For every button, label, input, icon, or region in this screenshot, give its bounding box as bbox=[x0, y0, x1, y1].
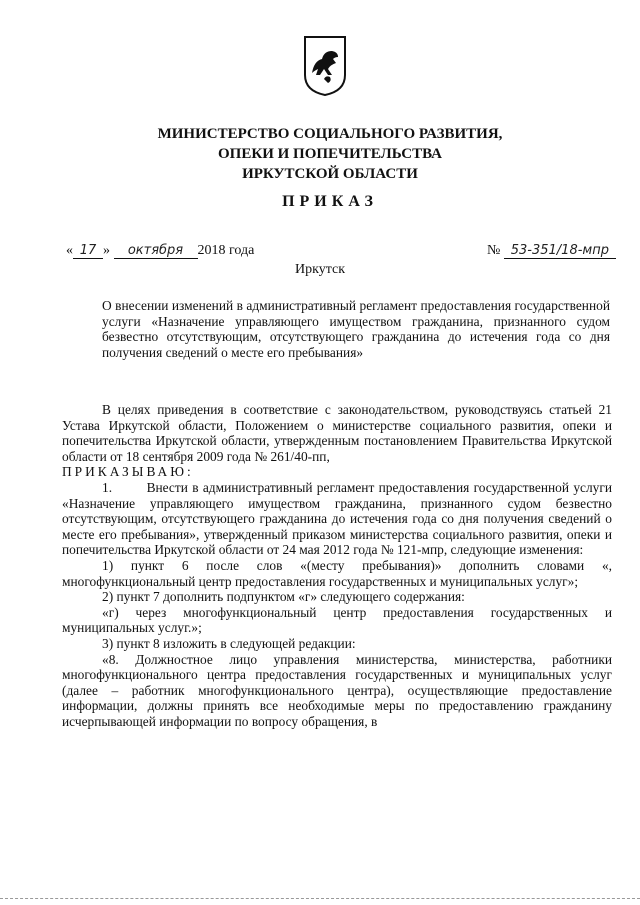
order-number bbox=[487, 243, 616, 259]
order-word: ПРИКАЗЫВАЮ: bbox=[62, 464, 194, 480]
paragraph-1-number: 1. bbox=[102, 479, 113, 495]
date-year: 2018 года bbox=[197, 243, 255, 258]
page-bottom-edge bbox=[0, 898, 640, 899]
date-close-quote: » bbox=[103, 243, 110, 258]
order-date bbox=[66, 243, 254, 259]
date-day: 17 bbox=[73, 243, 103, 259]
ministry-line-2: ОПЕКИ И ПОПЕЧИТЕЛЬСТВА bbox=[218, 146, 442, 162]
ministry-line-1: МИНИСТЕРСТВО СОЦИАЛЬНОГО РАЗВИТИЯ, bbox=[157, 126, 503, 142]
paragraph-1 bbox=[62, 480, 612, 558]
change-2: 2) пункт 7 дополнить подпунктом «г» следующего содержания: bbox=[102, 589, 465, 605]
preamble-paragraph: В целях приведения в соответствие с законодательством, руководствуясь статьей 21 Устава Иркутской области, Положением о министерстве социального развития, опеки и попечительства Иркутской области, утвержденным постановлением Правительства Иркутской области от 18 сентября 2009 года № 261/40-пп, bbox=[62, 402, 612, 464]
order-subject: О внесении изменений в административный регламент предоставления государственной услуги «Назначение управляющего имуществом гражданина, признанного судом безвестно отсутствующим, отсутствующего гражданина до истечения года со дня получения сведений о месте его пребывания» bbox=[102, 298, 610, 360]
document-type-title: ПРИКАЗ bbox=[282, 193, 378, 210]
change-3: 3) пункт 8 изложить в следующей редакции: bbox=[102, 635, 356, 651]
number-sign: № bbox=[487, 243, 501, 258]
date-month: октября bbox=[114, 243, 198, 259]
change-1: 1) пункт 6 после слов «(месту пребывания)» дополнить словами «, многофункциональный центр предоставления государственных и муниципальных услуг»; bbox=[62, 557, 612, 589]
ministry-line-3: ИРКУТСКОЙ ОБЛАСТИ bbox=[242, 166, 418, 182]
order-body bbox=[62, 402, 612, 729]
issuing-city: Иркутск bbox=[294, 262, 346, 277]
number-value: 53-351/18-мпр bbox=[504, 243, 616, 259]
paragraph-1-text: Внести в административный регламент предоставления государственной услуги «Назначение управляющего имуществом гражданина, признанного судом безвестно отсутствующим, отсутствующего гражданина до истечения года со дня получения сведений о месте его пребывания», утвержденный приказом министерства социального развития, опеки и попечительства Иркутской области от 24 мая 2012 года № 121-мпр, следующие изменения: bbox=[62, 479, 613, 558]
ministry-name bbox=[150, 124, 510, 184]
irkutsk-coat-of-arms-icon bbox=[302, 35, 348, 97]
date-open-quote: « bbox=[66, 243, 73, 258]
change-3-text: «8. Должностное лицо управления министерства, министерства, работники многофункционального центра предоставления государственных и муниципальных услуг (далее – работник многофункционального центра), осуществляющие предоставление информации, должны принять все необходимые меры по предоставлению гражданину исчерпывающей информации по вопросу обращения, в bbox=[62, 651, 612, 729]
change-2-text: «г) через многофункциональный центр предоставления государственных и муниципальных услуг.»; bbox=[62, 604, 612, 636]
